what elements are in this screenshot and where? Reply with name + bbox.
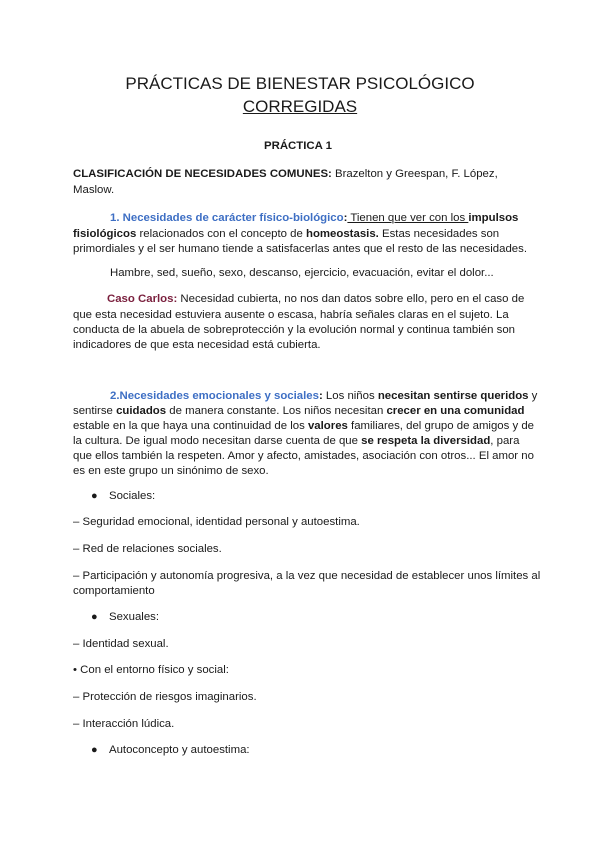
bullet-icon: ● bbox=[91, 611, 98, 623]
section2-l2a: sentirse bbox=[73, 405, 117, 417]
section1-intro: Tienen que ver con los bbox=[347, 212, 469, 224]
case-text-1: Necesidad cubierta, no nos dan datos sobre ello, pero en el caso de bbox=[177, 293, 525, 305]
section2-colon: : bbox=[318, 390, 323, 402]
case-line1 bbox=[107, 292, 524, 308]
section2-l3a: estable en la que haya una continuidad de los bbox=[73, 420, 308, 432]
section1-line2 bbox=[73, 227, 499, 243]
case-line2: que esta necesidad estuviera ausente o escasa, habría señales claras en el sujeto. La bbox=[73, 309, 509, 321]
list-sexuales: Sexuales: bbox=[109, 611, 160, 623]
section2-l4: la cultura. De igual modo necesitan darse cuenta de que bbox=[73, 435, 362, 447]
section1-line3: primordiales y el ser humano tiende a satisfacerlas antes que el resto de las necesidades. bbox=[73, 243, 527, 255]
term-impulsos: impulsos bbox=[468, 212, 519, 224]
section2-l3c: familiares, del grupo de amigos y de bbox=[347, 420, 535, 432]
section1-colon: : bbox=[343, 212, 348, 224]
list-item-interaccion: – Interacción lúdica. bbox=[73, 718, 175, 730]
section1-line1 bbox=[110, 211, 518, 227]
section2-heading: 2.Necesidades emocionales y sociales bbox=[110, 390, 319, 402]
classification-label: CLASIFICACIÓN DE NECESIDADES COMUNES: bbox=[73, 168, 332, 180]
section1-rest: Estas necesidades son bbox=[378, 228, 500, 240]
list-item-entorno: • Con el entorno físico y social: bbox=[73, 664, 229, 676]
list-sociales: Sociales: bbox=[109, 490, 156, 502]
term-diversidad: se respeta la diversidad bbox=[361, 435, 491, 447]
practice-heading: PRÁCTICA 1 bbox=[264, 140, 332, 152]
list-item-proteccion: – Protección de riesgos imaginarios. bbox=[73, 691, 257, 703]
classification-authors: Brazelton y Greespan, F. López, bbox=[331, 168, 498, 180]
section2-line2 bbox=[73, 404, 524, 420]
case-label: Caso Carlos: bbox=[107, 293, 178, 305]
case-line4: indicadores de que esta necesidad está cubierta. bbox=[73, 339, 321, 351]
section2-l1a: Los niños bbox=[322, 390, 378, 402]
section2-l2c: de manera constante. Los niños necesitan bbox=[166, 405, 387, 417]
classification-line bbox=[73, 167, 498, 183]
term-comunidad: crecer en una comunidad bbox=[386, 405, 525, 417]
case-line3: conducta de la abuela de sobreprotección y la evolución normal y continua también son bbox=[73, 324, 515, 336]
section2-l1c: y bbox=[528, 390, 538, 402]
term-homeostasis: homeostasis. bbox=[306, 228, 379, 240]
list-item-participacion: – Participación y autonomía progresiva, a la vez que necesidad de establecer unos límites al bbox=[73, 570, 541, 582]
term-fisiologicos: fisiológicos bbox=[73, 228, 137, 240]
section2-line1 bbox=[110, 389, 537, 405]
document-subtitle: CORREGIDAS bbox=[242, 97, 358, 116]
term-cuidados: cuidados bbox=[116, 405, 167, 417]
list-item-seguridad: – Seguridad emocional, identidad personal y autoestima. bbox=[73, 516, 360, 528]
section2-line5: que ellos también la respeten. Amor y afecto, amistades, asociación con otros... El amor no bbox=[73, 450, 534, 462]
examples-line: Hambre, sed, sueño, sexo, descanso, ejercicio, evacuación, evitar el dolor... bbox=[110, 267, 494, 279]
classification-authors-2: Maslow. bbox=[73, 184, 115, 196]
term-sentirse-queridos: necesitan sentirse queridos bbox=[377, 390, 529, 402]
list-autoconcepto: Autoconcepto y autoestima: bbox=[109, 744, 250, 756]
section2-line4 bbox=[73, 434, 519, 450]
list-item-participacion-2: comportamiento bbox=[73, 585, 155, 597]
bullet-icon: ● bbox=[91, 490, 98, 502]
document-title: PRÁCTICAS DE BIENESTAR PSICOLÓGICO bbox=[125, 74, 475, 93]
list-item-red: – Red de relaciones sociales. bbox=[73, 543, 222, 555]
section1-rel: relacionados con el concepto de bbox=[136, 228, 307, 240]
section2-l4c: , para bbox=[490, 435, 520, 447]
section1-heading: 1. Necesidades de carácter físico-biológico bbox=[110, 212, 344, 224]
bullet-icon: ● bbox=[91, 744, 98, 756]
section2-line3 bbox=[73, 419, 534, 435]
list-item-identidad: – Identidad sexual. bbox=[73, 638, 169, 650]
term-valores: valores bbox=[307, 420, 348, 432]
section2-line6: es en este grupo un sinónimo de sexo. bbox=[73, 465, 269, 477]
